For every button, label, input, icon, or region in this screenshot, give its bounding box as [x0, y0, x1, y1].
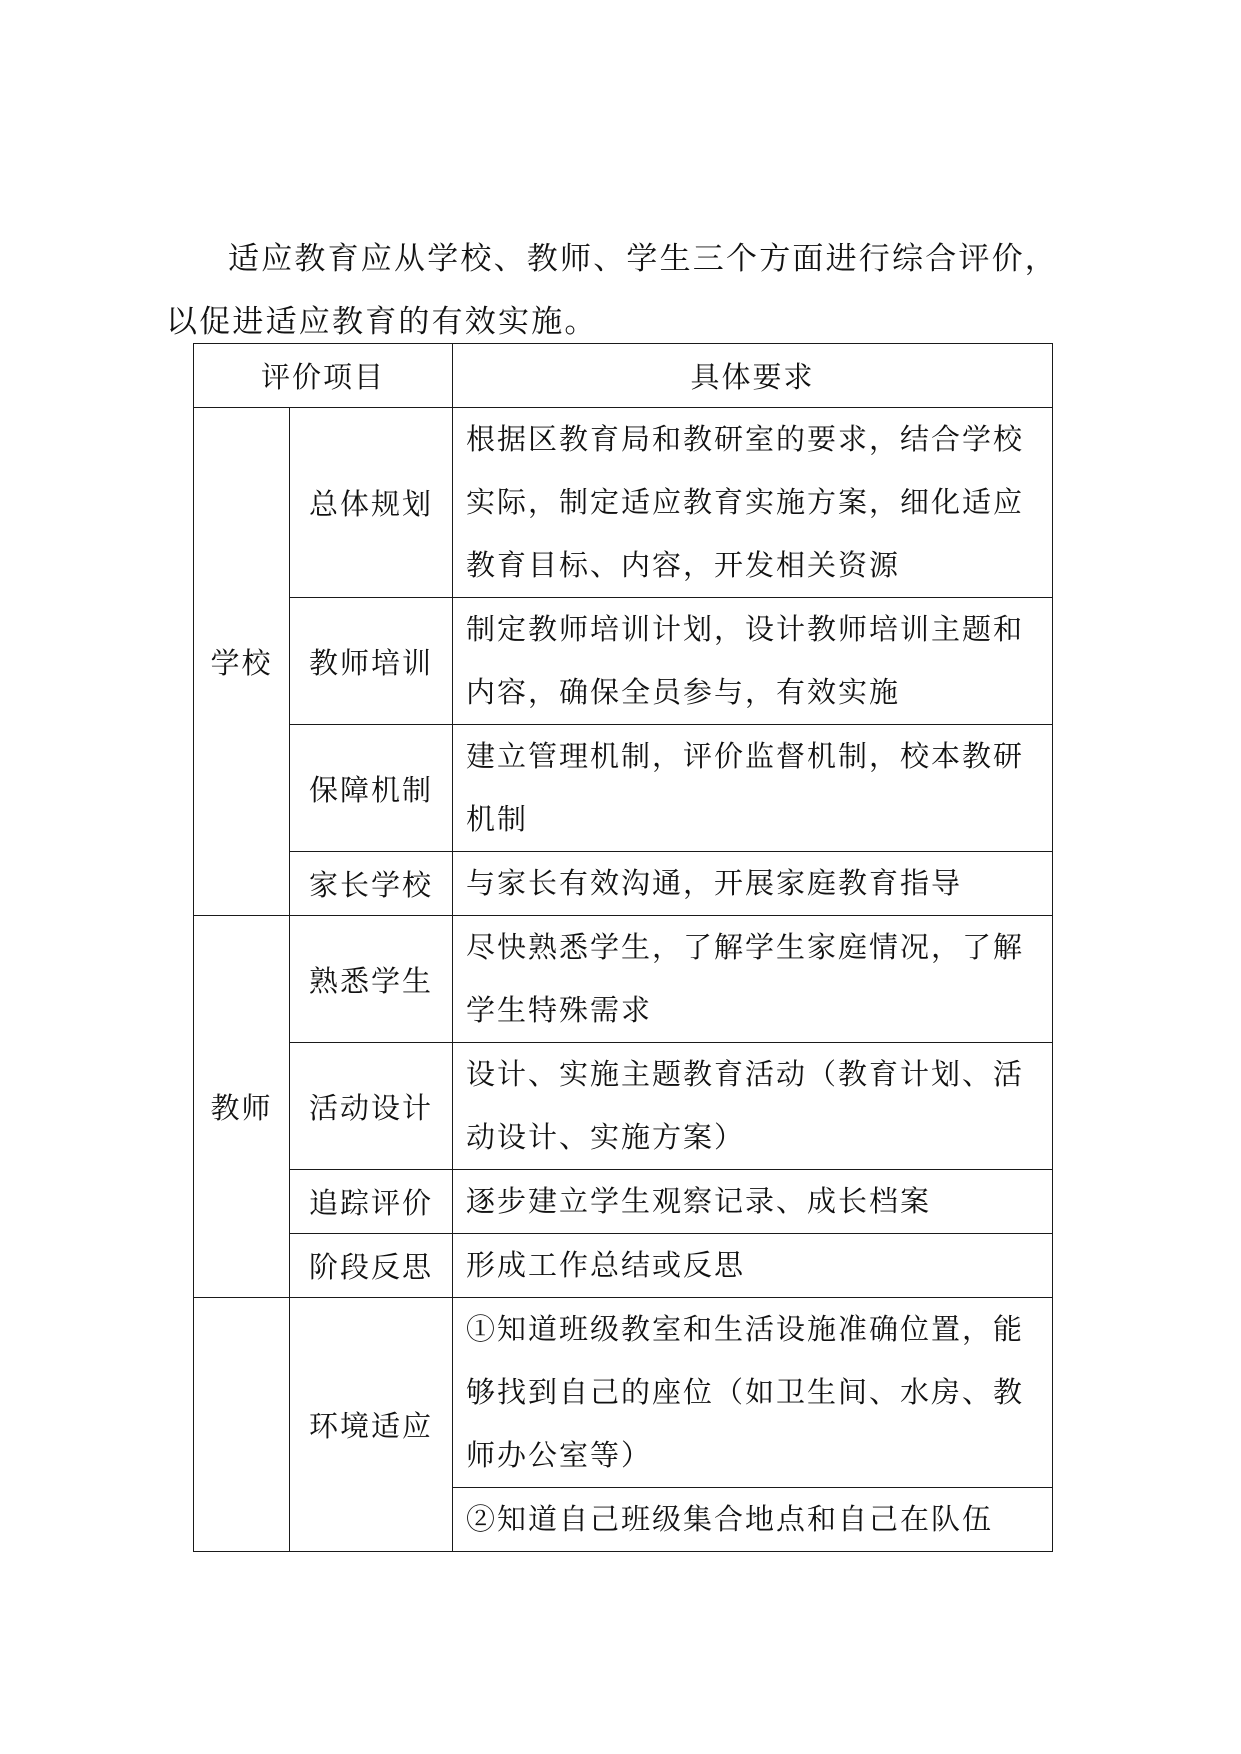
item-cell: 教师培训 — [290, 598, 453, 725]
table-row — [194, 916, 1053, 1043]
table-row — [194, 408, 1053, 598]
requirement-cell: 建立管理机制，评价监督机制，校本教研机制 — [453, 725, 1053, 852]
requirement-cell: 根据区教育局和教研室的要求，结合学校实际，制定适应教育实施方案，细化适应教育目标、内容，开发相关资源 — [453, 408, 1053, 598]
table-row — [194, 1170, 1053, 1234]
requirement-cell: ②知道自己班级集合地点和自己在队伍 — [453, 1488, 1053, 1552]
item-cell: 保障机制 — [290, 725, 453, 852]
requirement-cell: 尽快熟悉学生，了解学生家庭情况，了解学生特殊需求 — [453, 916, 1053, 1043]
table-row — [194, 1234, 1053, 1298]
item-cell: 家长学校 — [290, 852, 453, 916]
header-requirement: 具体要求 — [453, 344, 1053, 408]
item-cell: 阶段反思 — [290, 1234, 453, 1298]
requirement-cell: 设计、实施主题教育活动（教育计划、活动设计、实施方案） — [453, 1043, 1053, 1170]
table-row — [194, 725, 1053, 852]
requirement-cell: ①知道班级教室和生活设施准确位置，能够找到自己的座位（如卫生间、水房、教师办公室等） — [453, 1298, 1053, 1488]
requirement-cell: 制定教师培训计划，设计教师培训主题和内容，确保全员参与，有效实施 — [453, 598, 1053, 725]
table-row — [194, 1298, 1053, 1488]
item-cell: 总体规划 — [290, 408, 453, 598]
table-row — [194, 1043, 1053, 1170]
item-cell: 活动设计 — [290, 1043, 453, 1170]
table-row — [194, 852, 1053, 916]
requirement-cell: 形成工作总结或反思 — [453, 1234, 1053, 1298]
requirement-cell: 逐步建立学生观察记录、成长档案 — [453, 1170, 1053, 1234]
intro-paragraph: 适应教育应从学校、教师、学生三个方面进行综合评价，以促进适应教育的有效实施。 — [166, 241, 1058, 340]
category-teacher: 教师 — [194, 916, 290, 1298]
item-cell: 追踪评价 — [290, 1170, 453, 1234]
item-cell: 环境适应 — [290, 1298, 453, 1552]
evaluation-table — [193, 343, 1053, 1552]
table-header-row — [194, 344, 1053, 408]
table-row — [194, 598, 1053, 725]
category-student — [194, 1298, 290, 1552]
item-cell: 熟悉学生 — [290, 916, 453, 1043]
requirement-cell: 与家长有效沟通，开展家庭教育指导 — [453, 852, 1053, 916]
category-school: 学校 — [194, 408, 290, 916]
header-item: 评价项目 — [194, 344, 453, 408]
